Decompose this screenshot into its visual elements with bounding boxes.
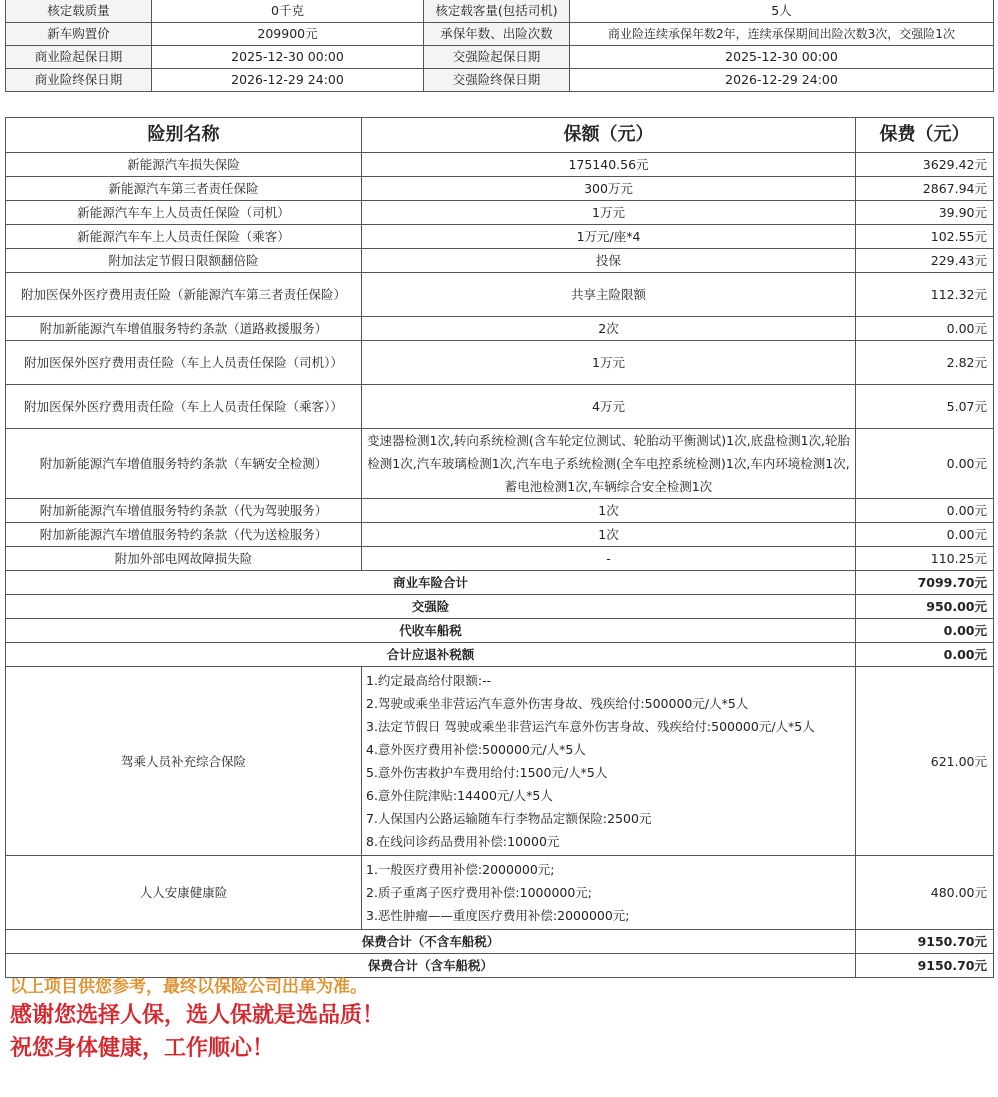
coverage-name: 附加医保外医疗费用责任险（车上人员责任保险（司机）） <box>6 341 362 385</box>
coverage-name: 新能源汽车车上人员责任保险（司机） <box>6 201 362 225</box>
info-value: 2026-12-29 24:00 <box>570 69 994 92</box>
info-row <box>6 46 994 69</box>
info-label: 核定载客量(包括司机) <box>424 0 570 23</box>
supplement-name: 人人安康健康险 <box>6 856 362 930</box>
subtotal-label: 代收车船税 <box>6 619 856 643</box>
coverage-name: 新能源汽车第三者责任保险 <box>6 177 362 201</box>
total-value: 9150.70元 <box>856 930 994 954</box>
info-value: 2025-12-30 00:00 <box>152 46 424 69</box>
info-label: 交强险起保日期 <box>424 46 570 69</box>
coverage-premium: 112.32元 <box>856 273 994 317</box>
coverage-premium: 2.82元 <box>856 341 994 385</box>
coverage-name: 附加医保外医疗费用责任险（新能源汽车第三者责任保险） <box>6 273 362 317</box>
coverage-premium: 0.00元 <box>856 523 994 547</box>
subtotal-row <box>6 595 994 619</box>
coverage-row <box>6 225 994 249</box>
subtotal-label: 合计应退补税额 <box>6 643 856 667</box>
supplement-line: 2.驾驶或乘坐非营运汽车意外伤害身故、残疾给付:500000元/人*5人 <box>366 696 749 711</box>
coverage-premium: 5.07元 <box>856 385 994 429</box>
coverage-amount: 1万元 <box>362 201 856 225</box>
coverage-premium: 39.90元 <box>856 201 994 225</box>
info-label: 商业险终保日期 <box>6 69 152 92</box>
coverage-amount: 变速器检测1次,转向系统检测(含车轮定位测试、轮胎动平衡测试)1次,底盘检测1次,轮胎检测1次,汽车玻璃检测1次,汽车电子系统检测(全车电控系统检测)1次,车内环境检测1次,蓄电池检测1次,车辆综合安全检测1次 <box>362 429 856 499</box>
supplement-row <box>6 856 994 930</box>
info-value: 2026-12-29 24:00 <box>152 69 424 92</box>
coverage-name: 附加新能源汽车增值服务特约条款（车辆安全检测） <box>6 429 362 499</box>
supplement-line: 5.意外伤害救护车费用给付:1500元/人*5人 <box>366 765 608 780</box>
supplement-line: 6.意外住院津贴:14400元/人*5人 <box>366 788 553 803</box>
info-value: 0千克 <box>152 0 424 23</box>
header-premium: 保费（元） <box>856 118 994 153</box>
total-label: 保费合计（含车船税） <box>6 954 856 978</box>
info-label: 交强险终保日期 <box>424 69 570 92</box>
coverage-row <box>6 249 994 273</box>
coverage-amount: 4万元 <box>362 385 856 429</box>
coverage-premium: 110.25元 <box>856 547 994 571</box>
table-header-row <box>6 118 994 153</box>
coverage-row <box>6 385 994 429</box>
subtotal-value: 0.00元 <box>856 619 994 643</box>
coverage-name: 附加医保外医疗费用责任险（车上人员责任保险（乘客）） <box>6 385 362 429</box>
info-row <box>6 0 994 23</box>
supplement-line: 4.意外医疗费用补偿:500000元/人*5人 <box>366 742 586 757</box>
coverage-name: 新能源汽车损失保险 <box>6 153 362 177</box>
total-label: 保费合计（不含车船税） <box>6 930 856 954</box>
coverage-row <box>6 153 994 177</box>
coverage-amount: 2次 <box>362 317 856 341</box>
subtotal-row <box>6 571 994 595</box>
supplement-line: 3.恶性肿瘤——重度医疗费用补偿:2000000元; <box>366 908 630 923</box>
header-coverage-name: 险别名称 <box>6 118 362 153</box>
coverage-name: 新能源汽车车上人员责任保险（乘客） <box>6 225 362 249</box>
coverage-name: 附加外部电网故障损失险 <box>6 547 362 571</box>
coverage-row <box>6 201 994 225</box>
info-value: 5人 <box>570 0 994 23</box>
supplement-line: 7.人保国内公路运输随车行李物品定额保险:2500元 <box>366 811 652 826</box>
supplement-details <box>362 856 856 930</box>
coverage-premium: 2867.94元 <box>856 177 994 201</box>
total-value: 9150.70元 <box>856 954 994 978</box>
info-label: 核定载质量 <box>6 0 152 23</box>
total-row <box>6 930 994 954</box>
info-label: 新车购置价 <box>6 23 152 46</box>
coverage-amount: 1次 <box>362 523 856 547</box>
subtotal-label: 交强险 <box>6 595 856 619</box>
coverage-row <box>6 547 994 571</box>
coverage-amount: - <box>362 547 856 571</box>
thanks-slogan: 感谢您选择人保，选人保就是选品质！ <box>10 1003 385 1028</box>
vehicle-info-table <box>5 0 994 92</box>
supplement-premium: 621.00元 <box>856 667 994 856</box>
coverage-row <box>6 341 994 385</box>
coverage-premium: 3629.42元 <box>856 153 994 177</box>
info-value: 商业险连续承保年数2年，连续承保期间出险次数3次，交强险1次 <box>570 23 994 46</box>
coverage-amount: 300万元 <box>362 177 856 201</box>
supplement-details <box>362 667 856 856</box>
coverage-premium: 0.00元 <box>856 317 994 341</box>
coverage-premium: 229.43元 <box>856 249 994 273</box>
info-row <box>6 69 994 92</box>
supplement-line: 1.一般医疗费用补偿:2000000元; <box>366 862 555 877</box>
coverage-row <box>6 523 994 547</box>
coverage-premium: 0.00元 <box>856 499 994 523</box>
coverage-amount: 投保 <box>362 249 856 273</box>
subtotal-label: 商业车险合计 <box>6 571 856 595</box>
coverage-name: 附加法定节假日限额翻倍险 <box>6 249 362 273</box>
coverage-amount: 1万元 <box>362 341 856 385</box>
wishes-slogan: 祝您身体健康，工作顺心！ <box>10 1036 275 1061</box>
coverage-row <box>6 317 994 341</box>
supplement-line: 1.约定最高给付限额:-- <box>366 673 492 688</box>
supplement-line: 8.在线问诊药品费用补偿:10000元 <box>366 834 560 849</box>
coverage-table <box>5 117 994 978</box>
coverage-amount: 1次 <box>362 499 856 523</box>
coverage-row <box>6 429 994 499</box>
coverage-name: 附加新能源汽车增值服务特约条款（代为送检服务） <box>6 523 362 547</box>
disclaimer-note: 以上项目供您参考，最终以保险公司出单为准。 <box>10 977 367 997</box>
coverage-amount: 共享主险限额 <box>362 273 856 317</box>
supplement-line: 3.法定节假日 驾驶或乘坐非营运汽车意外伤害身故、残疾给付:500000元/人*5人 <box>366 719 815 734</box>
coverage-premium: 0.00元 <box>856 429 994 499</box>
coverage-name: 附加新能源汽车增值服务特约条款（道路救援服务） <box>6 317 362 341</box>
coverage-amount: 175140.56元 <box>362 153 856 177</box>
coverage-row <box>6 499 994 523</box>
supplement-row <box>6 667 994 856</box>
coverage-row <box>6 273 994 317</box>
header-amount: 保额（元） <box>362 118 856 153</box>
coverage-premium: 102.55元 <box>856 225 994 249</box>
coverage-name: 附加新能源汽车增值服务特约条款（代为驾驶服务） <box>6 499 362 523</box>
info-row <box>6 23 994 46</box>
supplement-name: 驾乘人员补充综合保险 <box>6 667 362 856</box>
info-value: 2025-12-30 00:00 <box>570 46 994 69</box>
subtotal-row <box>6 643 994 667</box>
subtotal-row <box>6 619 994 643</box>
info-label: 商业险起保日期 <box>6 46 152 69</box>
supplement-premium: 480.00元 <box>856 856 994 930</box>
coverage-amount: 1万元/座*4 <box>362 225 856 249</box>
subtotal-value: 950.00元 <box>856 595 994 619</box>
info-label: 承保年数、出险次数 <box>424 23 570 46</box>
subtotal-value: 7099.70元 <box>856 571 994 595</box>
info-value: 209900元 <box>152 23 424 46</box>
subtotal-value: 0.00元 <box>856 643 994 667</box>
coverage-row <box>6 177 994 201</box>
supplement-line: 2.质子重离子医疗费用补偿:1000000元; <box>366 885 593 900</box>
